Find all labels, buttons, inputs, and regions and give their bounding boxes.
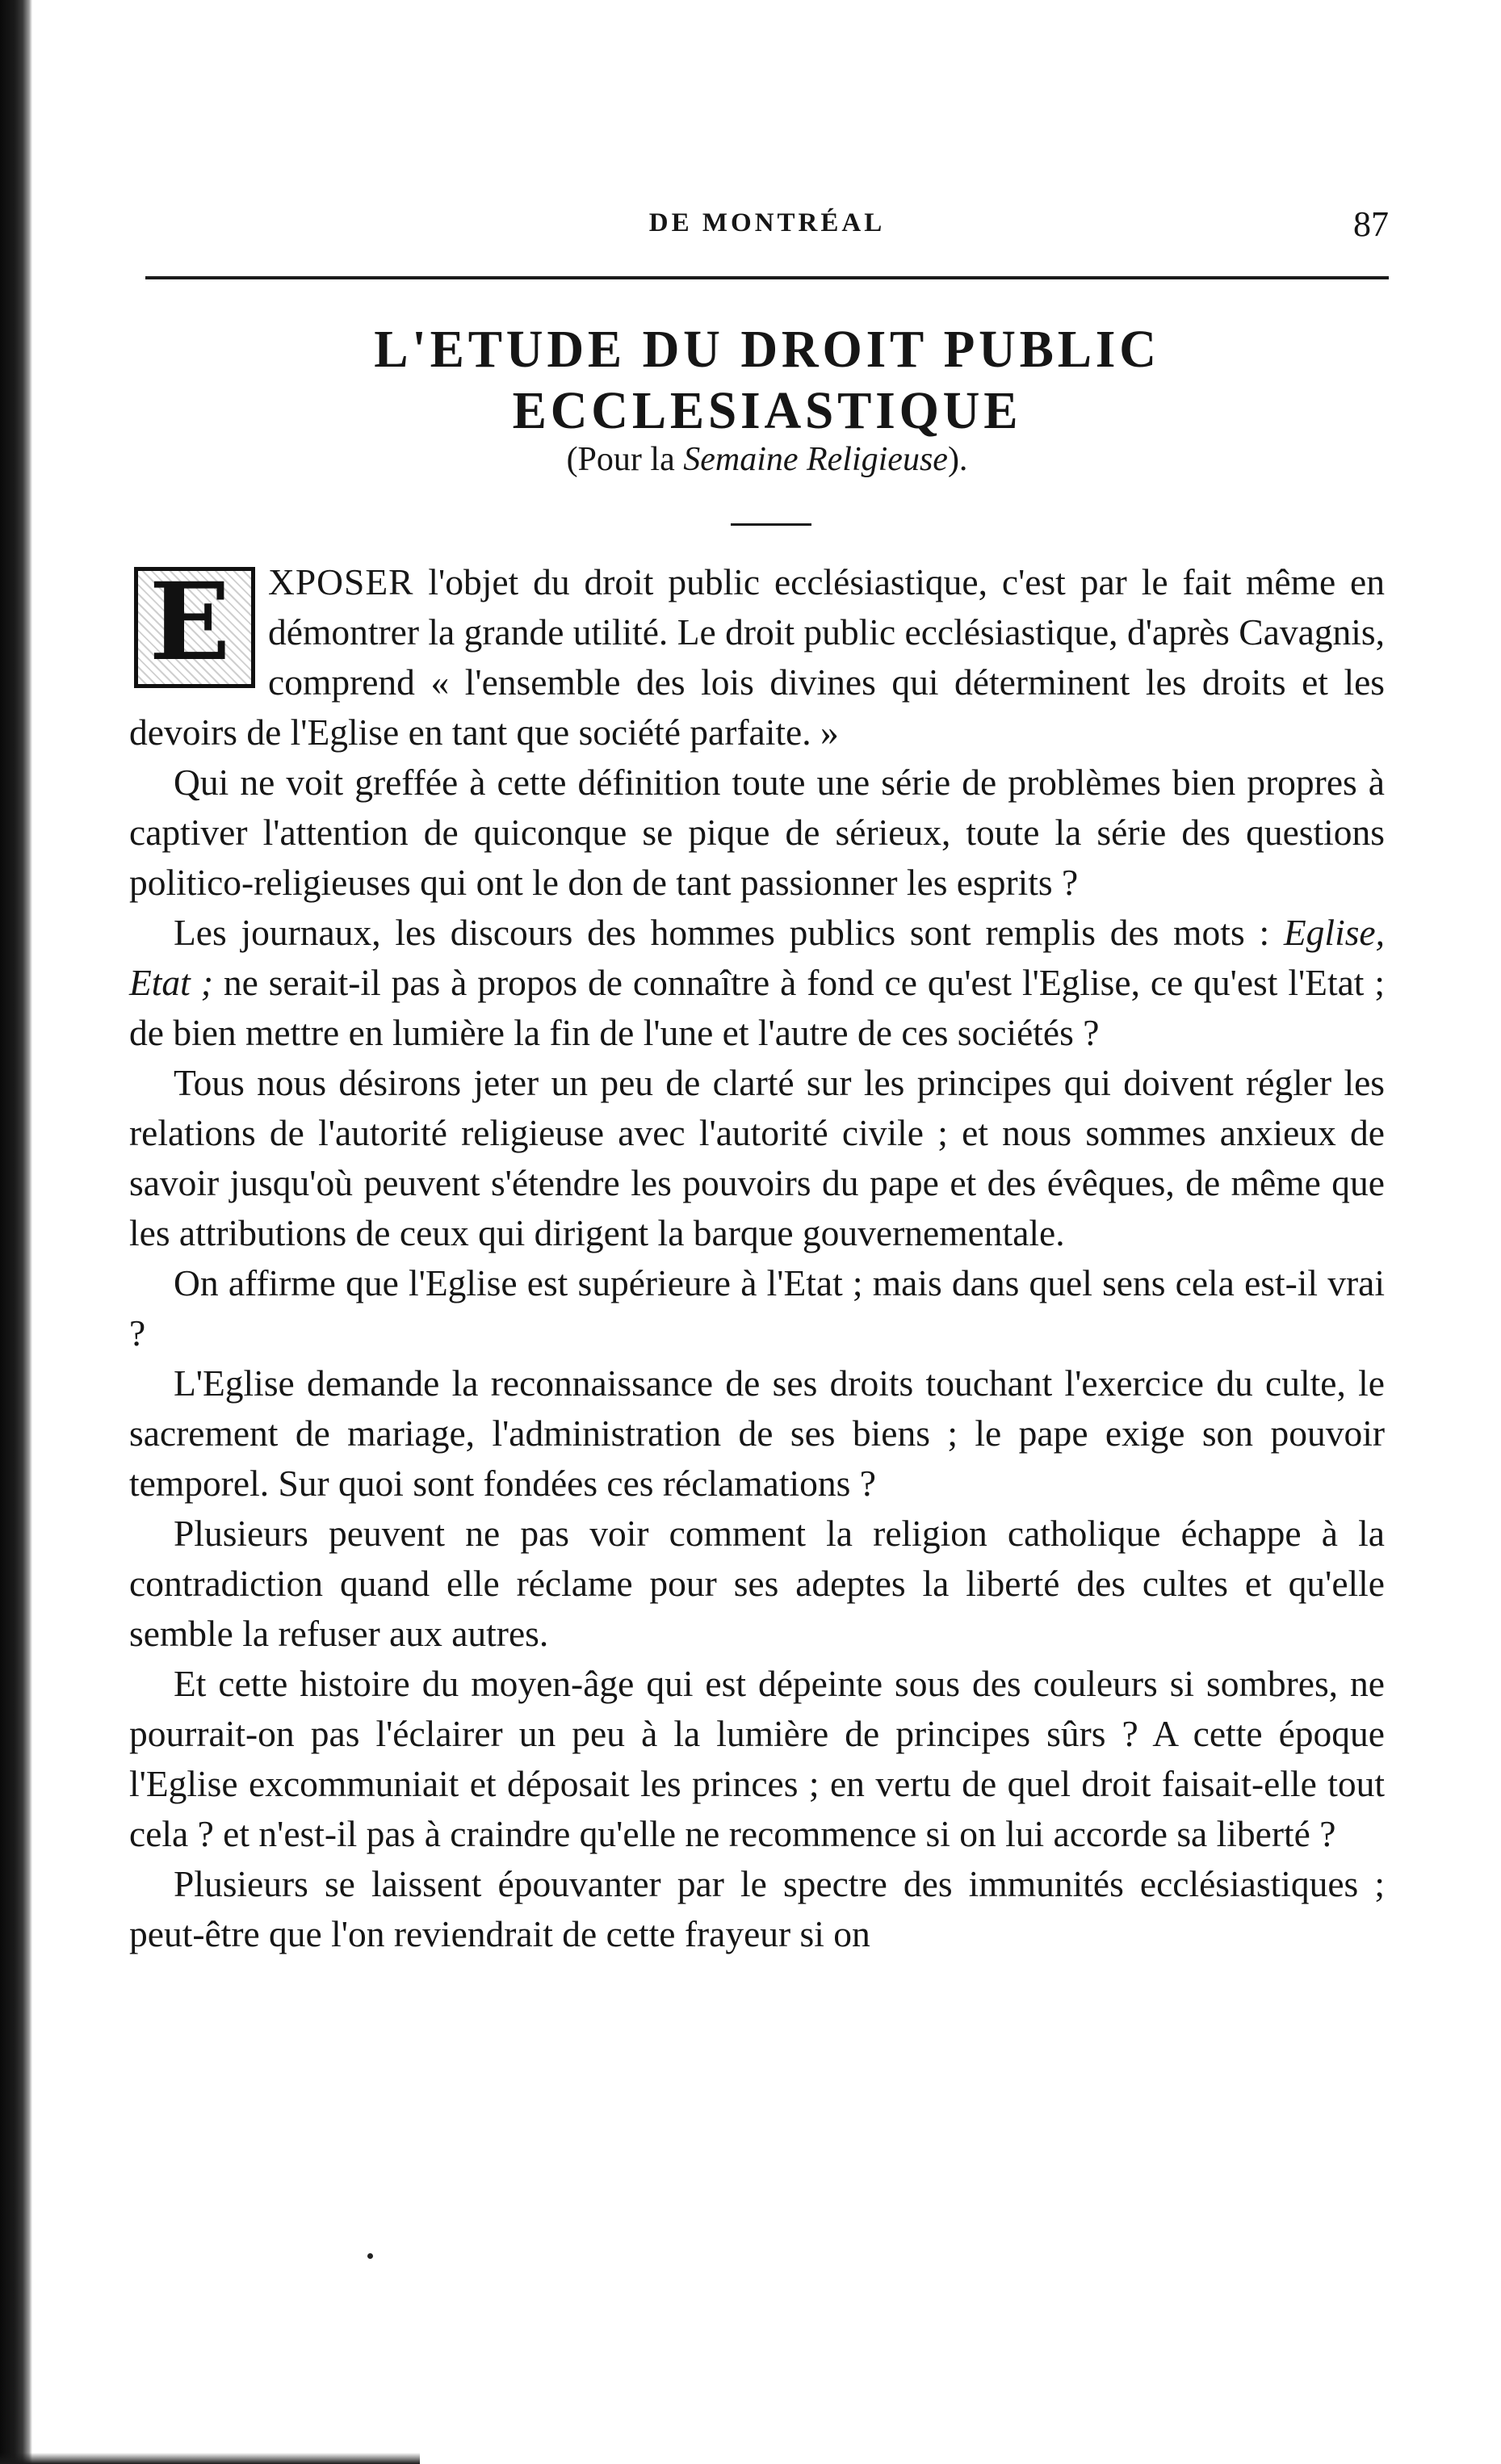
paragraph-1-lead-word: XPOSER [268, 561, 414, 602]
paragraph-1 [129, 557, 1385, 758]
running-head [145, 204, 1389, 265]
article-subtitle [121, 440, 1413, 479]
header-rule [145, 276, 1389, 279]
subtitle-prefix: (Pour la [566, 441, 684, 478]
paragraph-6: L'Eglise demande la reconnaissance de ses droits touchant l'exercice du culte, le sacrement de mariage, l'administration de ses biens ; le pape exige son pouvoir temporel. Sur quoi sont fondées ces réclamations ? [129, 1362, 1385, 1504]
subtitle-suffix: ). [947, 441, 968, 478]
paragraph-8: Et cette histoire du moyen-âge qui est dépeinte sous des couleurs si sombres, ne pourrait-on pas l'éclairer un peu à la lumière de principes sûrs ? A cette époque l'Eglise excommuniait et déposait les princes ; en vertu de quel droit faisait-elle tout cela ? et n'est-il pas à craindre qu'elle ne recommence si on lui accorde sa liberté ? [129, 1663, 1385, 1854]
article-title: L'ETUDE DU DROIT PUBLIC ECCLESIASTIQUE [374, 320, 1160, 440]
paragraph-3 [129, 908, 1385, 1058]
title-separator-rule [731, 523, 811, 526]
ink-speck [367, 2253, 373, 2259]
paragraph-2: Qui ne voit greffée à cette définition toute une série de problèmes bien propres à captiver l'attention de quiconque se pique de sérieux, toute la série des questions politico-religieuses qui ont le don de tant passionner les esprits ? [129, 762, 1385, 903]
paragraph-5: On affirme que l'Eglise est supérieure à l'Etat ; mais dans quel sens cela est-il vrai ? [129, 1262, 1385, 1354]
article-body [129, 557, 1385, 1959]
paragraph-4: Tous nous désirons jeter un peu de clarté sur les principes qui doivent régler les relations de l'autorité religieuse avec l'autorité civile ; et nous sommes anxieux de savoir jusqu'où peuvent s'étendre les pouvoirs du pape et des évêques, de même que les attributions de ceux qui dirigent la barque gouvernementale. [129, 1062, 1385, 1253]
paragraph-9: Plusieurs se laissent épouvanter par le spectre des immunités ecclésiastiques ; peut-être que l'on reviendrait de cette frayeur si on [129, 1863, 1385, 1954]
book-page [121, 0, 1389, 2464]
paragraph-1-text: l'objet du droit public ecclésiastique, c'est par le fait même en démontrer la grande utilité. Le droit public ecclésiastique, d'après Cavagnis, comprend « l'ensemble des lois divines qui déterminent les droits et les devoirs de l'Eglise en tant que société parfaite. » [129, 561, 1385, 753]
paragraph-3-text-b: ne serait-il pas à propos de connaître à fond ce qu'est l'Eglise, ce qu'est l'Etat ; de bien mettre en lumière la fin de l'une et l'autre de ces sociétés ? [129, 962, 1385, 1053]
paragraph-3-italic: Eglise, Etat ; [129, 912, 1385, 1003]
drop-cap [129, 562, 258, 699]
running-head-title: DE MONTRÉAL [648, 208, 886, 237]
drop-cap-letter: E [149, 560, 231, 685]
page-number: 87 [1353, 204, 1389, 244]
book-binding-edge [0, 0, 32, 2464]
paragraph-3-text-a: Les journaux, les discours des hommes publics sont remplis des mots : [174, 912, 1284, 953]
paragraph-7: Plusieurs peuvent ne pas voir comment la religion catholique échappe à la contradiction quand elle réclame pour ses adeptes la liberté des cultes et qu'elle semble la refuser aux autres. [129, 1513, 1385, 1654]
subtitle-publication: Semaine Religieuse [683, 441, 948, 478]
